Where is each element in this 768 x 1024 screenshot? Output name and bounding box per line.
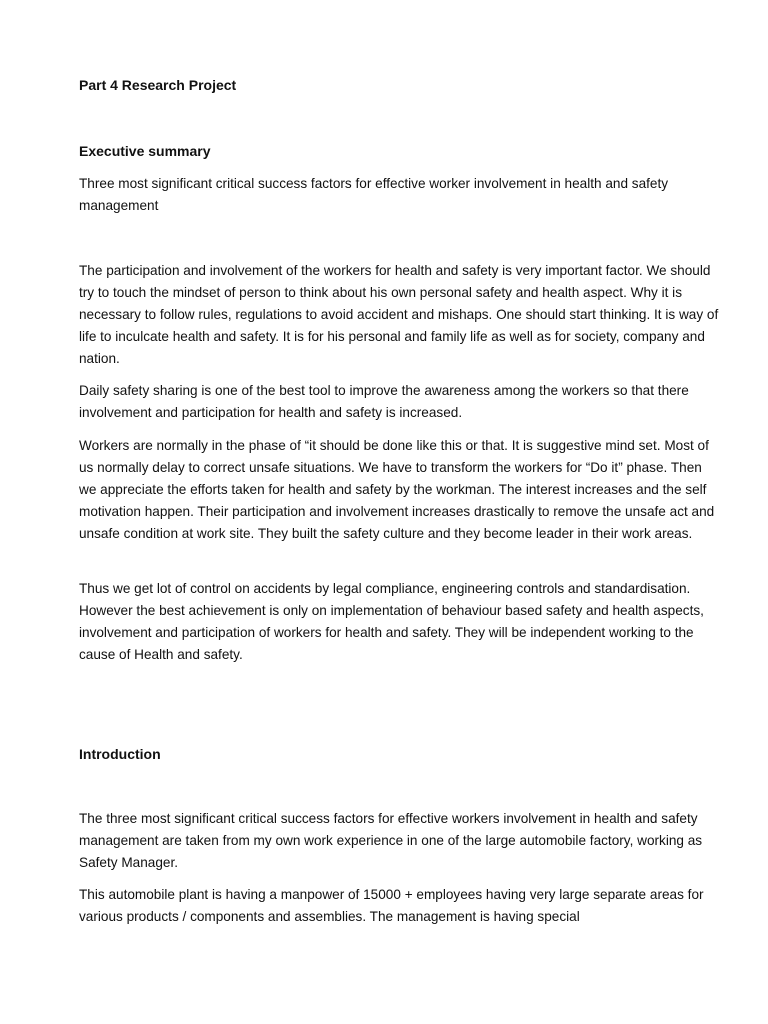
executive-summary-heading: Executive summary: [79, 143, 211, 159]
executive-summary-paragraph-5: Thus we get lot of control on accidents by legal compliance, engineering controls and standardisation. However the best achievement is only on implementation of behaviour based safety and health aspects, involvement and participation of workers for health and safety. They will be independent working to the cause of Health and safety.: [79, 581, 704, 662]
executive-summary-paragraph-2: The participation and involvement of the workers for health and safety is very important factor. We should try to touch the mindset of person to think about his own personal safety and health aspect. Why it is necessary to follow rules, regulations to avoid accident and mishaps. One should start thinking. It is way of life to inculcate health and safety. It is for his personal and family life as well as for society, company and nation.: [79, 263, 719, 366]
introduction-paragraph-1: The three most significant critical success factors for effective workers involvement in health and safety management are taken from my own work experience in one of the large automobile factory, working as Safety Manager.: [79, 811, 703, 870]
executive-summary-paragraph-4: Workers are normally in the phase of “it should be done like this or that. It is suggestive mind set. Most of us normally delay to correct unsafe situations. We have to transform the workers for “Do it” phase. Then we appreciate the efforts taken for health and safety by the workman. The interest increases and the self motivation happen. Their participation and involvement increases drastically to remove the unsafe act and unsafe condition at work site. They built the safety culture and they become leader in their work areas.: [79, 438, 715, 541]
introduction-paragraph-2: This automobile plant is having a manpower of 15000 + employees having very large separate areas for various products / components and assemblies. The management is having special: [79, 887, 704, 924]
introduction-heading: Introduction: [79, 746, 161, 762]
document-title: Part 4 Research Project: [79, 77, 237, 93]
executive-summary-paragraph-1: Three most significant critical success factors for effective worker involvement in health and safety management: [79, 176, 669, 213]
executive-summary-paragraph-3: Daily safety sharing is one of the best tool to improve the awareness among the workers so that there involvement and participation for health and safety is increased.: [79, 383, 689, 420]
